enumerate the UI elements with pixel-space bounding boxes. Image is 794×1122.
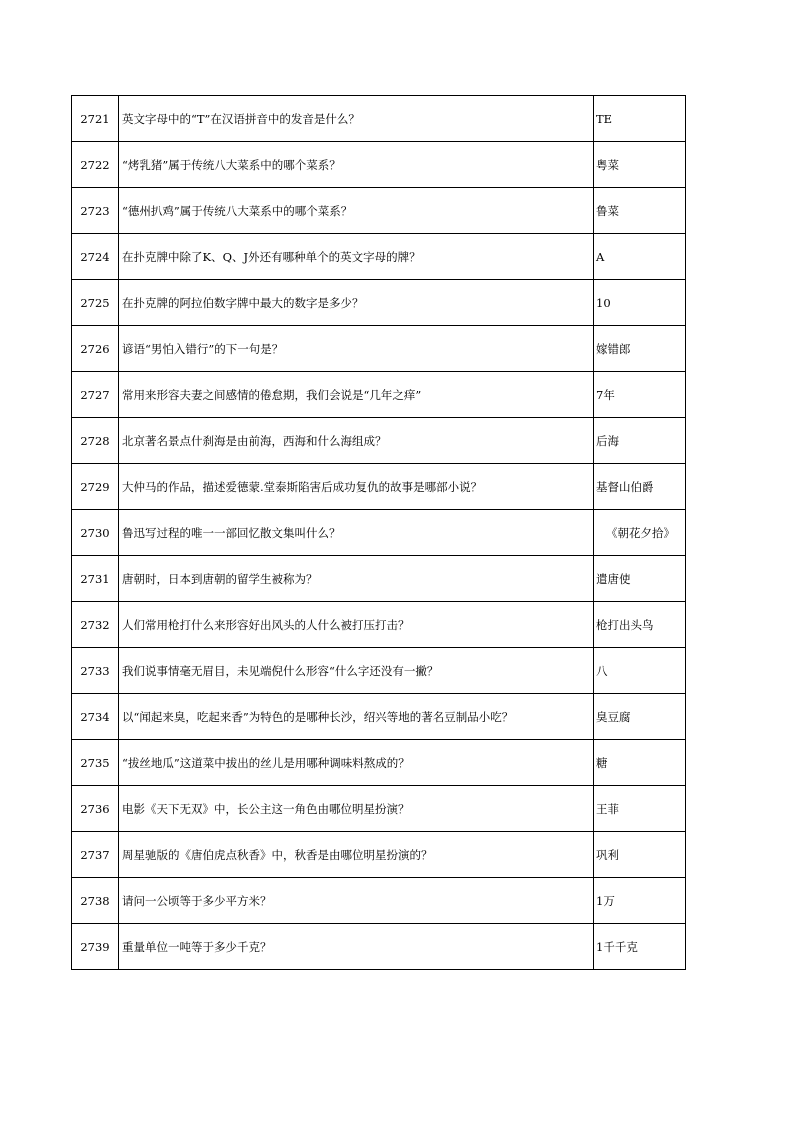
table-row <box>72 142 686 188</box>
answer-cell: A <box>594 234 686 280</box>
answer-cell: 基督山伯爵 <box>594 464 686 510</box>
question-cell: 在扑克牌的阿拉伯数字牌中最大的数字是多少？ <box>119 280 594 326</box>
row-number: 2721 <box>72 96 119 142</box>
table-row <box>72 786 686 832</box>
question-cell: 重量单位一吨等于多少千克？ <box>119 924 594 970</box>
table-row <box>72 280 686 326</box>
table-row <box>72 648 686 694</box>
answer-cell: 10 <box>594 280 686 326</box>
row-number: 2735 <box>72 740 119 786</box>
answer-cell: 后海 <box>594 418 686 464</box>
table-row <box>72 188 686 234</box>
row-number: 2733 <box>72 648 119 694</box>
table-row <box>72 694 686 740</box>
table-row <box>72 832 686 878</box>
answer-cell: 枪打出头鸟 <box>594 602 686 648</box>
row-number: 2726 <box>72 326 119 372</box>
table-row <box>72 924 686 970</box>
table-row <box>72 372 686 418</box>
answer-cell: 7年 <box>594 372 686 418</box>
question-cell: 北京著名景点什刹海是由前海，西海和什么海组成？ <box>119 418 594 464</box>
table-row <box>72 602 686 648</box>
row-number: 2738 <box>72 878 119 924</box>
answer-cell: 《朝花夕拾》 <box>594 510 686 556</box>
table-row <box>72 740 686 786</box>
row-number: 2734 <box>72 694 119 740</box>
question-cell: 人们常用枪打什么来形容好出风头的人什么被打压打击？ <box>119 602 594 648</box>
table-row <box>72 556 686 602</box>
answer-cell: 王菲 <box>594 786 686 832</box>
row-number: 2728 <box>72 418 119 464</box>
question-cell: “烤乳猪”属于传统八大菜系中的哪个菜系？ <box>119 142 594 188</box>
row-number: 2727 <box>72 372 119 418</box>
question-cell: 以“闻起来臭，吃起来香”为特色的是哪种长沙，绍兴等地的著名豆制品小吃？ <box>119 694 594 740</box>
table-row <box>72 326 686 372</box>
question-cell: 唐朝时，日本到唐朝的留学生被称为？ <box>119 556 594 602</box>
question-cell: 谚语“男怕入错行”的下一句是？ <box>119 326 594 372</box>
qa-table <box>71 95 686 970</box>
row-number: 2739 <box>72 924 119 970</box>
question-cell: 大仲马的作品，描述爱德蒙.堂泰斯陷害后成功复仇的故事是哪部小说？ <box>119 464 594 510</box>
question-cell: 电影《天下无双》中，长公主这一角色由哪位明星扮演？ <box>119 786 594 832</box>
row-number: 2729 <box>72 464 119 510</box>
row-number: 2737 <box>72 832 119 878</box>
qa-table-body <box>72 96 686 970</box>
table-row <box>72 234 686 280</box>
row-number: 2722 <box>72 142 119 188</box>
question-cell: 英文字母中的“T”在汉语拼音中的发音是什么？ <box>119 96 594 142</box>
table-row <box>72 878 686 924</box>
answer-cell: 1万 <box>594 878 686 924</box>
row-number: 2732 <box>72 602 119 648</box>
question-cell: “德州扒鸡”属于传统八大菜系中的哪个菜系？ <box>119 188 594 234</box>
question-cell: 常用来形容夫妻之间感情的倦怠期，我们会说是“几年之痒” <box>119 372 594 418</box>
row-number: 2725 <box>72 280 119 326</box>
answer-cell: 八 <box>594 648 686 694</box>
answer-cell: 糖 <box>594 740 686 786</box>
answer-cell: 臭豆腐 <box>594 694 686 740</box>
question-cell: “拔丝地瓜”这道菜中拔出的丝儿是用哪种调味料熬成的？ <box>119 740 594 786</box>
answer-cell: 遣唐使 <box>594 556 686 602</box>
row-number: 2736 <box>72 786 119 832</box>
answer-cell: 1千千克 <box>594 924 686 970</box>
question-cell: 请问一公顷等于多少平方米？ <box>119 878 594 924</box>
row-number: 2723 <box>72 188 119 234</box>
table-row <box>72 510 686 556</box>
table-row <box>72 464 686 510</box>
answer-cell: 粤菜 <box>594 142 686 188</box>
answer-cell: 嫁错郎 <box>594 326 686 372</box>
answer-cell: 巩利 <box>594 832 686 878</box>
row-number: 2730 <box>72 510 119 556</box>
answer-cell: TE <box>594 96 686 142</box>
table-row <box>72 418 686 464</box>
question-cell: 周星驰版的《唐伯虎点秋香》中，秋香是由哪位明星扮演的？ <box>119 832 594 878</box>
table-row <box>72 96 686 142</box>
question-cell: 在扑克牌中除了K、Q、J外还有哪种单个的英文字母的牌？ <box>119 234 594 280</box>
question-cell: 我们说事情毫无眉目，未见端倪什么形容“什么字还没有一撇？ <box>119 648 594 694</box>
question-cell: 鲁迅写过程的唯一一部回忆散文集叫什么？ <box>119 510 594 556</box>
answer-cell: 鲁菜 <box>594 188 686 234</box>
row-number: 2724 <box>72 234 119 280</box>
row-number: 2731 <box>72 556 119 602</box>
